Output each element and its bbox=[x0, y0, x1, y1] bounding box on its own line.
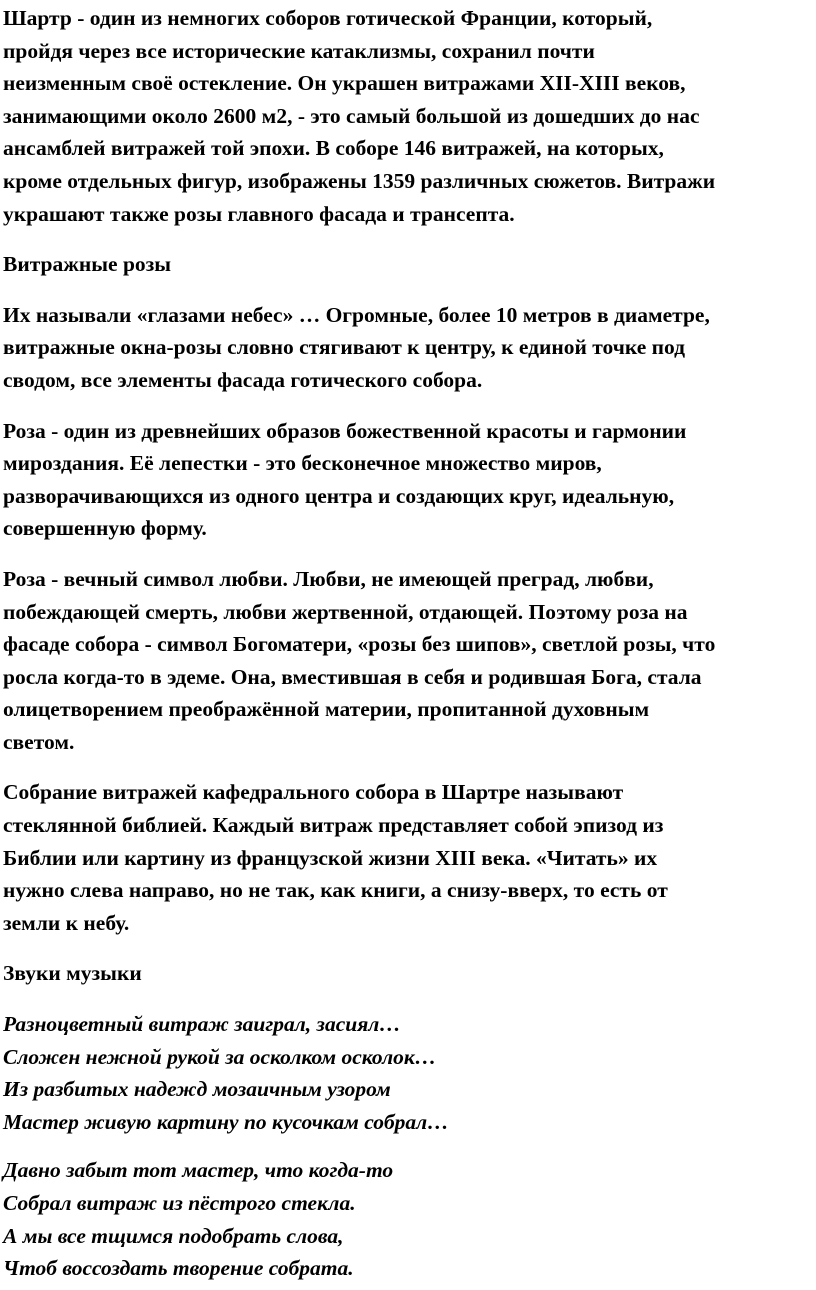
text-line: нужно слева направо, но не так, как книги, а снизу-вверх, то есть от bbox=[3, 878, 668, 903]
text-line: пройдя через все исторические катаклизмы, сохранил почти bbox=[3, 38, 595, 63]
text-line: Их называли «глазами небес» … Огромные, более 10 метров в диаметре, bbox=[3, 302, 710, 327]
text-line: росла когда-то в эдеме. Она, вместившая в себя и родившая Бога, стала bbox=[3, 664, 702, 689]
text-line: Роза - один из древнейших образов божественной красоты и гармонии bbox=[3, 418, 687, 443]
text-line: олицетворением преображённой материи, пропитанной духовным bbox=[3, 697, 650, 722]
section-heading-music bbox=[3, 957, 814, 990]
text-line: побеждающей смерть, любви жертвенной, отдающей. Поэтому роза на bbox=[3, 599, 688, 624]
rose-love-paragraph bbox=[3, 563, 814, 759]
text-line: светом. bbox=[3, 729, 75, 754]
text-line: земли к небу. bbox=[3, 910, 130, 935]
text-line: кроме отдельных фигур, изображены 1359 различных сюжетов. Витражи bbox=[3, 168, 716, 193]
poem-line: Чтоб воссоздать творение собрата. bbox=[3, 1256, 354, 1281]
text-line: витражные окна-розы словно стягивают к центру, к единой точке под bbox=[3, 335, 686, 360]
text-line: совершенную форму. bbox=[3, 516, 207, 541]
heading-text: Звуки музыки bbox=[3, 961, 142, 986]
poem-line: Сложен нежной рукой за осколком осколок… bbox=[3, 1044, 437, 1069]
text-line: мироздания. Её лепестки - это бесконечное множество миров, bbox=[3, 451, 602, 476]
text-line: Библии или картину из французской жизни XIII века. «Читать» их bbox=[3, 845, 658, 870]
rose-windows-paragraph bbox=[3, 299, 814, 397]
poem-line: Давно забыт тот мастер, что когда-то bbox=[3, 1158, 394, 1183]
text-line: разворачивающихся из одного центра и создающих круг, идеальную, bbox=[3, 483, 675, 508]
text-line: Собрание витражей кафедрального собора в Шартре называют bbox=[3, 780, 624, 805]
heading-text: Витражные розы bbox=[3, 252, 172, 277]
text-line: Шартр - один из немногих соборов готической Франции, который, bbox=[3, 6, 653, 30]
text-line: неизменным своё остекление. Он украшен витражами XII-XIII веков, bbox=[3, 71, 686, 96]
text-line: украшают также розы главного фасада и трансепта. bbox=[3, 201, 515, 226]
poem-line: Из разбитых надежд мозаичным узором bbox=[3, 1077, 391, 1102]
section-heading-rose-windows bbox=[3, 248, 814, 281]
poem-line: Собрал витраж из пёстрого стекла. bbox=[3, 1191, 356, 1215]
intro-paragraph bbox=[3, 2, 814, 230]
poem-line: А мы все тщимся подобрать слова, bbox=[3, 1223, 344, 1248]
text-line: Роза - вечный символ любви. Любви, не имеющей преград, любви, bbox=[3, 566, 654, 591]
text-line: фасаде собора - символ Богоматери, «розы без шипов», светлой розы, что bbox=[3, 632, 716, 657]
poem-line: Разноцветный витраж заиграл, засиял… bbox=[3, 1012, 401, 1037]
poem-line: Мастер живую картину по кусочкам собрал… bbox=[3, 1109, 449, 1134]
text-line: занимающими около 2600 м2, - это самый большой из дошедших до нас bbox=[3, 103, 700, 128]
text-line: ансамблей витражей той эпохи. В соборе 146 витражей, на которых, bbox=[3, 136, 664, 161]
poem-stanza-2 bbox=[3, 1154, 814, 1284]
poem-stanza-1 bbox=[3, 1008, 814, 1138]
text-line: сводом, все элементы фасада готического собора. bbox=[3, 367, 483, 392]
rose-harmony-paragraph bbox=[3, 415, 814, 545]
text-line: стеклянной библией. Каждый витраж представляет собой эпизод из bbox=[3, 813, 664, 838]
glass-bible-paragraph bbox=[3, 776, 814, 939]
